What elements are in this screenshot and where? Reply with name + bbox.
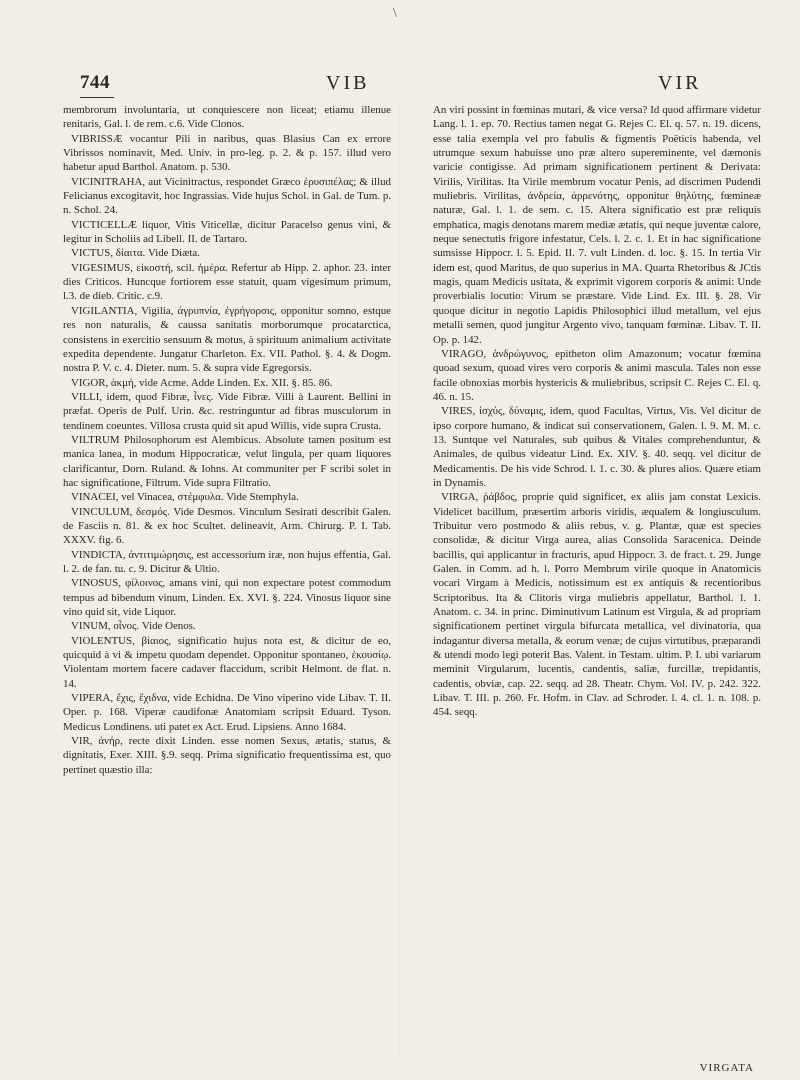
dictionary-entry: VILLI, idem, quod Fibræ, ἶνες. Vide Fibræ. Villi à Laurent. Bellini in præfat. Operis de Pulf. Urin. &c. restringuntur ad fibras musculorum in tendinem coeuntes. Villosa crusta quid sit apud Willis, vide supra Crusta. — [63, 390, 391, 432]
dictionary-entry: VICTUS, δίαιτα. Vide Diæta. — [71, 247, 200, 260]
dictionary-entry: VICTICELLÆ liquor, Vitis Viticellæ, dicitur Paracelso genus vini, & legitur in Scholiis ad Libell. II. de Tartaro. — [63, 218, 391, 246]
running-head-left: VIB — [326, 72, 370, 94]
dictionary-entry: VIRES, ἰσχύς, δύναμις, idem, quod Facultas, Virtus, Vis. Vel dicitur de ipso corpore humano, & indicat sui conservationem, Galen. l. 9. M. M. c. 13. Suntque vel Naturales, sub quibus & Vitales comprehenduntur, & Animales, de quibus videatur Lind. Ex. XIV. §. 40. seqq. vel dicitur de Medicamentis. De his vide Schrod. l. 1. c. 30. & plures alios. Quære etiam in Dynamis. — [433, 405, 761, 489]
gutter-shadow — [398, 100, 402, 1060]
dictionary-entry: VIGOR, ἀκμή, vide Acme. Adde Linden. Ex. XII. §. 85. 86. — [71, 376, 333, 389]
dictionary-entry: VINCULUM, δεσμός. Vide Desmos. Vinculum Sesirati describit Galen. de Fasciis n. 81. & ex hoc Scultet. delineavit, Arm. Chirurg. P. I. Tab. XXXV. fig. 6. — [63, 505, 391, 547]
dictionary-entry: VIR, ἀνήρ, recte dixit Linden. esse nomen Sexus, ætatis, status, & dignitatis, Exer. XIII. §.9. seqq. Prima significatio frequentissima est, quo pertinet quæstio illa: — [63, 735, 391, 776]
right-column — [433, 103, 761, 1073]
page-number-rule — [80, 97, 114, 98]
dictionary-entry: VIRGA, ῥάβδος, proprie quid significet, ex aliis jam constat Lexicis. Videlicet bacillum, præsertim arboris viridis, æqualem & longiusculum. Tribuitur vero postmodo & aliis rebus, v. g. Plantæ, quæ est species consolidæ, & dicitur Virga aurea, alias Consolida Saracenica. Deinde bacillis, qui applicantur in fracturis, apud Hippocr. 3. de fract. t. 29. Junge Galen. in Comm. ad h. l. Porro Membrum virile quoque in Anatomicis vocari Virgam à Medicis, notissimum est ex antiquis & recentioribus Scriptoribus. Ita & Clitoris virga muliebris appellatur, Barthol. l. 1. Anatom. c. 34. in princ. Diminutivum Latinum est Virgula, & ad propriam significationem pertinet virgula bifurcata metallica, vel divinatoria, qua indagantur diversa metalla, & eorum venæ; de cujus virtutibus, præparandi & utendi modo legi poterit Bas. Valent. in Testam. ultim. P. I. ubi variarum meminit Virgularum, lucentis, candentis, saliæ, furcillæ, trepidantis, cadentis, obviæ, cap. 22. seqq. ad 28. Theatr. Chym. Vol. IV. p. 242. 322. Libav. T. III. p. 260. Fr. Hofm. in Clav. ad Schroder. l. 4. cl. 1. n. 108. p. 454. seqq. — [433, 491, 761, 719]
dictionary-entry: An viri possint in fœminas mutari, & vice versa? Id quod affirmare videtur Lang. l. 1. ep. 70. Rectius tamen negat G. Rejes C. El. q. 57. n. 19. dicens, esse talia exempla vel pro fabulis & figmentis Poëticis habenda, vel utrumque sexum habuisse uno præ altero supereminente, vel dæmonis varicie contigisse. Ad primam significationem pertinent & Derivata: Virilis, Virilitas. Ita Virile membrum vocatur Penis, ad discrimen Pudendi muliebris. Virilitas, ἀνδρεία, ἀρρενότης, opponitur θηλύτης, fœmineæ naturæ, Gal. l. 1. de sem. c. 15. Altera significatio est præ reliquis emphatica, magis denotans marem mediæ ætatis, qui neque juventæ calore, neque senectutis frigore infestatur, Cels. l. 2. c. 1. Et in hac significatione sumsisse Hippocr. l. 5. Epid. II. 7. vult Linden. d. loc. §. 15. In tertia Vir idem est, quod Maritus, de quo superius in MA. Quarta Rhetoribus & JCtis magis, quam Medicis usitata, & exprimit vigorem corporis & animi: Unde proverbialis locutio: Virum se præstare. Vide Lind. Ex. III. §. 28. Vir quoque dicitur in negotio Lapidis Philosophici illud metallum, vel ejus metalli semen, quod jungitur Argento vivo, tanquam fœminæ. Libav. T. II. Op. p. 142. — [433, 104, 761, 346]
catchword: VIRGATA — [699, 1062, 754, 1074]
page-number: 744 — [80, 72, 110, 93]
dictionary-entry: VIRAGO, ἀνδρώγυνος, epitheton olim Amazonum; vocatur fœmina quoad sexum, quoad vires vero corporis & animi mascula. Tales non esse facile obnoxias morbis hystericis & muliebribus, scripsit C. Rejes C. El. q. 46. n. 15. — [433, 347, 761, 403]
dictionary-entry: VICINITRAHA, aut Vicinitractus, respondet Græco ἑρυσιπέλας; & illud Felicianus excogitavit, hoc Ingrassias. Vide hujus Schol. in Gal. de Tum. p. n. Schol. 24. — [63, 175, 391, 217]
running-head-right: VIR — [658, 72, 702, 94]
dictionary-entry: VINDICTA, ἀντιτιμώρησις, est accessorium iræ, non hujus effentia, Gal. l. 2. de fan. tu. c. 9. Dicitur & Ultio. — [63, 548, 391, 575]
dictionary-entry: membrorum involuntaria, ut conquiescere non liceat; etiamu illenue renitaris, Gal. l. de rem. c.6. Vide Clonos. — [63, 104, 391, 131]
dictionary-entry: VIBRISSÆ vocantur Pili in naribus, quas Blasius Can ex errore Vibrissos nominavit, Med. Univ. in pro-leg. p. 2. & p. 157. illud vero habetur apud Barthol. Anatom. p. 530. — [63, 132, 391, 174]
dictionary-entry: VINOSUS, φίλοινος, amans vini, qui non expectare potest commodum tempus ad bibendum vinum, Linden. Ex. XVI. §. 224. Vinosus liquor sine vino quid sit, vide Liquor. — [63, 577, 391, 619]
dictionary-entry: VIPERA, ἔχις, ἔχιδνα, vide Echidna. De Vino viperino vide Libav. T. II. Oper. p. 168. Viperæ caudifonæ Anatomiam scripsit Eduard. Tyson. Medicus Londinens. uti patet ex Act. Erud. Lipsiens. Anno 1684. — [63, 692, 391, 733]
dictionary-entry: VIGILANTIA, Vigilia, ἀγρυπνία, ἐγρήγορσις, opponitur somno, estque res non naturalis, & caussa sanitatis morborumque procatarctica, consistens in exercitio sensuum & motus, à spirituum animalium activitate expedita dependente. Jungatur Charleton. Ex. VII. Pathol. §. 4. & Dogm. nostra P. V. c. 4. Dieter. num. 5. & supra vide Egregorsis. — [63, 304, 391, 375]
page-header — [80, 72, 760, 98]
dictionary-entry: VINACEI, vel Vinacea, στέμφυλα. Vide Stemphyla. — [71, 491, 299, 504]
dictionary-entry: VIOLENTUS, βίαιος, significatio hujus nota est, & dicitur de eo, quicquid à vi & impetu quodam dependet. Opponitur spontaneo, ἑκουσίῳ. Violentam mortem facere cadaver flaccidum, scribit Helmont. de flat. n. 14. — [63, 634, 391, 690]
left-column — [63, 103, 391, 1073]
dictionary-entry: VILTRUM Philosophorum est Alembicus. Absolute tamen positum est manica lanea, in modum Hippocraticæ, velut lingula, per quam liquores clarificantur, Dorn. Ruland. & Iohns. At communiter per F scribi solet in hac significatione, Filtrum. Vide supra Filtratio. — [63, 433, 391, 489]
margin-mark: \ — [393, 6, 397, 21]
dictionary-entry: VINUM, οἶνος. Vide Oenos. — [71, 620, 196, 633]
dictionary-entry: VIGESIMUS, εἰκοστή, scil. ἡμέρα. Refertur ab Hipp. 2. aphor. 23. inter dies Criticos. Huncque fortiorem esse statuit, quam vigesimum primum, l.3. de dieb. Critic. c.9. — [63, 261, 391, 303]
